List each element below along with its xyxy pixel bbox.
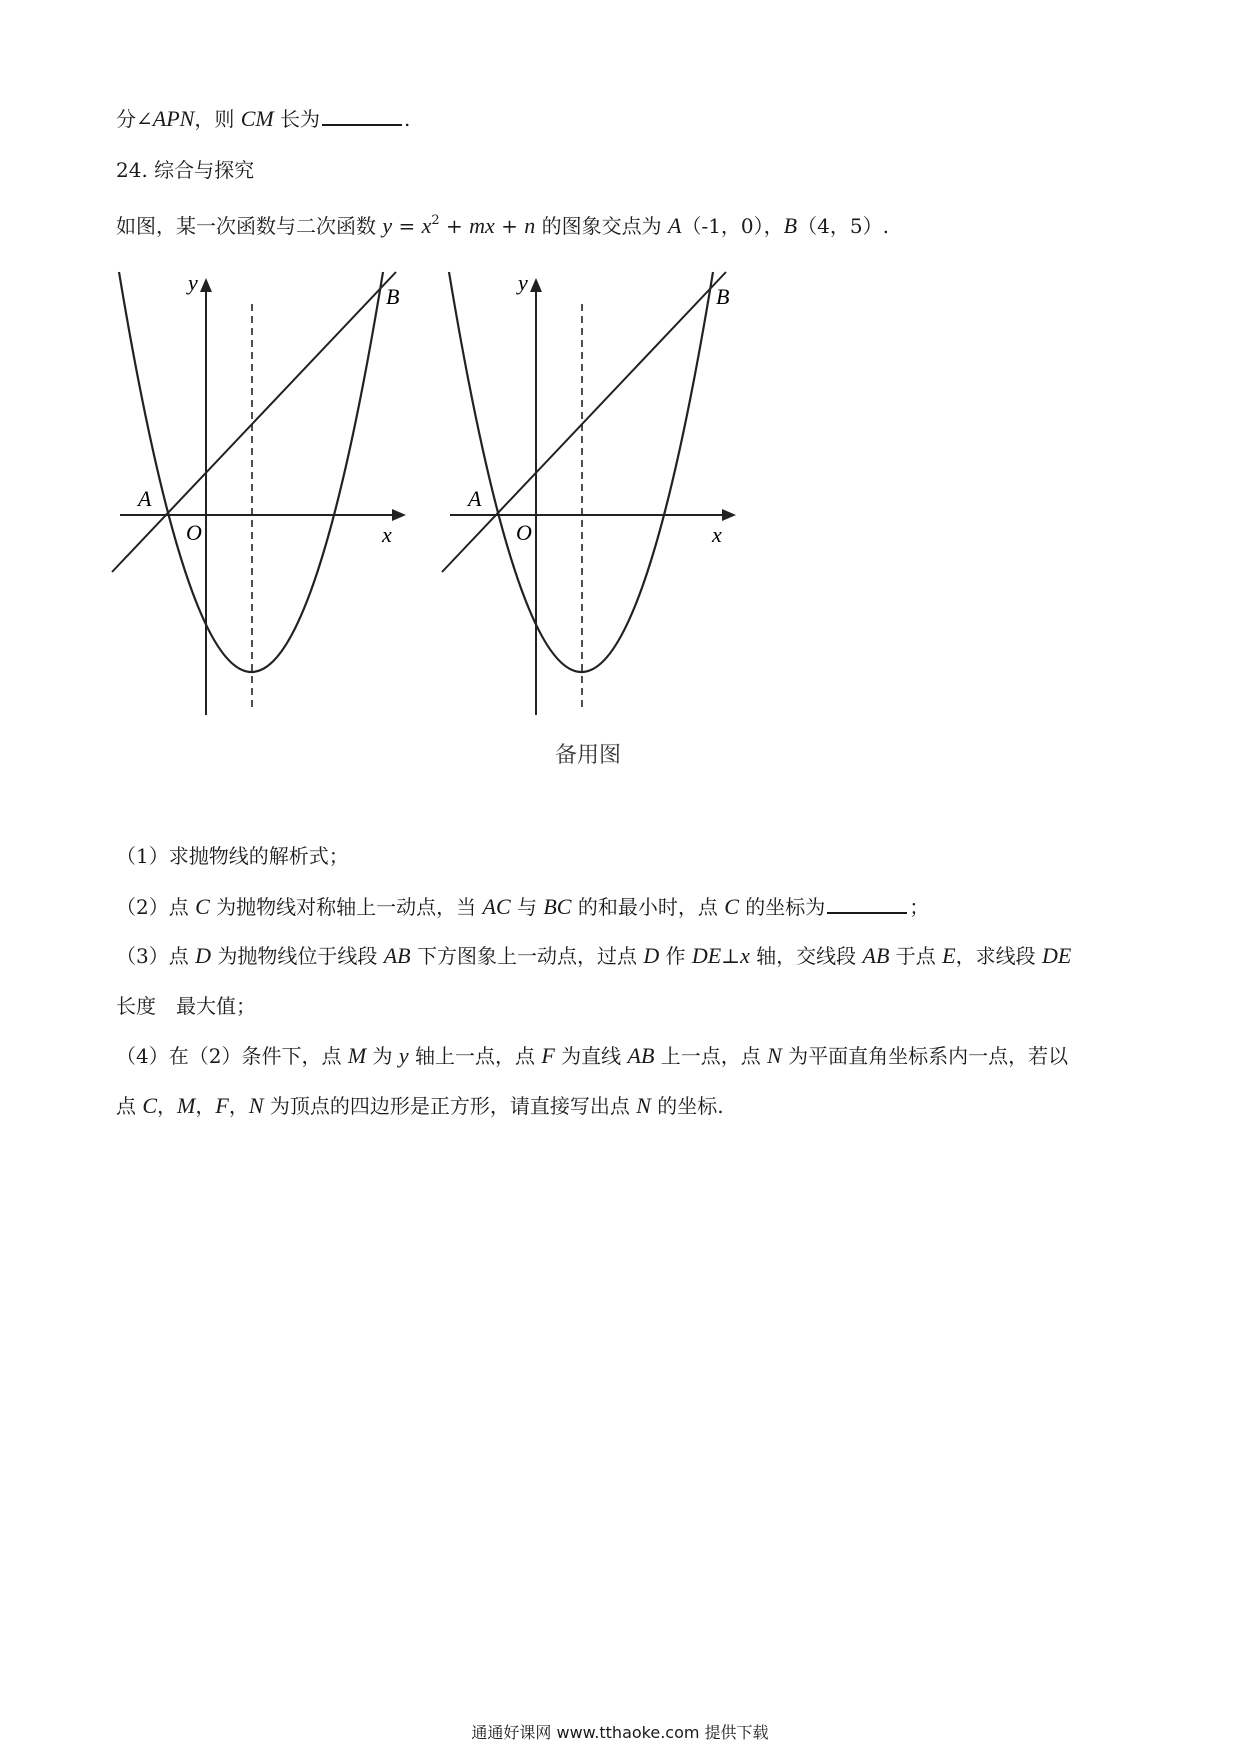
text: 长度 最大值； bbox=[116, 994, 256, 1018]
label-y: y bbox=[188, 270, 198, 295]
label-x: x bbox=[382, 522, 392, 547]
text: （1）求抛物线的解析式； bbox=[116, 844, 349, 868]
continuation-line bbox=[116, 104, 410, 133]
y-axis-arrow bbox=[200, 278, 212, 292]
text: 于点 bbox=[889, 944, 943, 968]
question-2 bbox=[116, 892, 929, 921]
label-b: B bbox=[386, 284, 400, 309]
answer-blank bbox=[322, 104, 402, 126]
math-ab: AB bbox=[383, 943, 411, 968]
graph-figure-backup bbox=[440, 270, 740, 730]
math-n: N bbox=[636, 1093, 651, 1118]
text: ，则 bbox=[194, 107, 241, 131]
text: 为平面直角坐标系内一点，若以 bbox=[781, 1044, 1069, 1068]
question-4 bbox=[116, 1042, 1068, 1070]
label-b: B bbox=[716, 284, 730, 309]
text: （2）点 bbox=[116, 895, 196, 919]
label-a: A bbox=[468, 486, 482, 511]
math-y: y bbox=[382, 213, 393, 238]
math-y: y bbox=[398, 1043, 409, 1068]
graph-figure-main bbox=[110, 270, 410, 730]
text: 长为 bbox=[273, 107, 321, 131]
math-ac: AC bbox=[482, 894, 511, 919]
label-x: x bbox=[712, 522, 722, 547]
math-x: x bbox=[740, 943, 750, 968]
text: 分∠ bbox=[116, 107, 153, 131]
text: ，求线段 bbox=[955, 944, 1042, 968]
text: （4，5）. bbox=[797, 214, 889, 238]
math-e: E bbox=[942, 943, 956, 968]
text: （3）点 bbox=[116, 944, 196, 968]
math-c: C bbox=[142, 1093, 158, 1118]
math-m: M bbox=[347, 1043, 367, 1068]
point-b: B bbox=[783, 213, 798, 238]
graph-svg bbox=[110, 270, 410, 730]
text: 点 bbox=[116, 1094, 143, 1118]
text: 作 bbox=[659, 944, 692, 968]
y-axis-arrow bbox=[530, 278, 542, 292]
text: ， bbox=[157, 1094, 178, 1118]
question-3-line-2 bbox=[116, 992, 256, 1020]
math-m: M bbox=[177, 1093, 196, 1118]
text: + bbox=[439, 214, 470, 238]
text: . bbox=[404, 107, 411, 131]
text: 为 bbox=[366, 1044, 399, 1068]
label-origin: O bbox=[186, 520, 202, 545]
label-origin: O bbox=[516, 520, 532, 545]
text: 上一点，点 bbox=[654, 1044, 768, 1068]
line-ab bbox=[442, 272, 726, 572]
figure-caption: 备用图 bbox=[555, 743, 622, 768]
math-n: n bbox=[524, 213, 536, 238]
math-de: DE bbox=[1041, 943, 1072, 968]
parabola bbox=[449, 272, 713, 672]
problem-intro bbox=[116, 212, 889, 240]
text: 为顶点的四边形是正方形，请直接写出点 bbox=[263, 1094, 637, 1118]
problem-number: 24. bbox=[116, 158, 148, 182]
math-f: F bbox=[541, 1043, 555, 1068]
math-de: DE bbox=[691, 943, 722, 968]
text: ⊥ bbox=[721, 944, 741, 968]
graph-svg bbox=[440, 270, 740, 730]
math-bc: BC bbox=[543, 894, 572, 919]
math-c: C bbox=[195, 894, 210, 919]
x-axis-arrow bbox=[392, 509, 406, 521]
label-a: A bbox=[138, 486, 152, 511]
math-ab: AB bbox=[862, 943, 890, 968]
text: 轴上一点，点 bbox=[408, 1044, 542, 1068]
text: = bbox=[392, 214, 422, 238]
math-apn: APN bbox=[152, 106, 195, 131]
exponent: 2 bbox=[431, 213, 440, 228]
math-d: D bbox=[195, 943, 211, 968]
text: 的坐标为 bbox=[738, 895, 826, 919]
math-d: D bbox=[643, 943, 660, 968]
text: 的和最小时，点 bbox=[571, 895, 725, 919]
math-f: F bbox=[215, 1093, 229, 1118]
math-ab: AB bbox=[627, 1043, 655, 1068]
problem-title: 综合与探究 bbox=[154, 158, 255, 182]
text: + bbox=[494, 214, 525, 238]
answer-blank bbox=[827, 892, 907, 914]
math-c: C bbox=[724, 894, 739, 919]
question-1 bbox=[116, 842, 349, 870]
math-x: x bbox=[421, 213, 432, 238]
text: 轴，交线段 bbox=[749, 944, 863, 968]
text: （-1，0）， bbox=[681, 214, 784, 238]
text: ， bbox=[195, 1094, 216, 1118]
text: 为直线 bbox=[554, 1044, 628, 1068]
line-ab bbox=[112, 272, 396, 572]
text: ， bbox=[228, 1094, 249, 1118]
math-n: N bbox=[248, 1093, 264, 1118]
question-4-line-2 bbox=[116, 1092, 724, 1120]
page-footer: 通通好课网 www.tthaoke.com 提供下载 bbox=[471, 1723, 769, 1742]
x-axis-arrow bbox=[722, 509, 736, 521]
question-3 bbox=[116, 942, 1071, 970]
text: ； bbox=[909, 895, 930, 919]
point-a: A bbox=[668, 213, 682, 238]
text: 如图，某一次函数与二次函数 bbox=[116, 214, 383, 238]
label-y: y bbox=[518, 270, 528, 295]
text: 下方图象上一动点，过点 bbox=[410, 944, 644, 968]
text: 的图象交点为 bbox=[535, 214, 668, 238]
text: 的坐标. bbox=[650, 1094, 724, 1118]
problem-heading bbox=[116, 156, 254, 184]
text: 与 bbox=[510, 895, 544, 919]
parabola bbox=[119, 272, 383, 672]
text: 为抛物线位于线段 bbox=[210, 944, 384, 968]
text: 为抛物线对称轴上一动点，当 bbox=[209, 895, 483, 919]
math-mx: mx bbox=[469, 213, 495, 238]
math-n: N bbox=[767, 1043, 782, 1068]
math-cm: CM bbox=[240, 106, 274, 131]
text: （4）在（2）条件下，点 bbox=[116, 1044, 348, 1068]
